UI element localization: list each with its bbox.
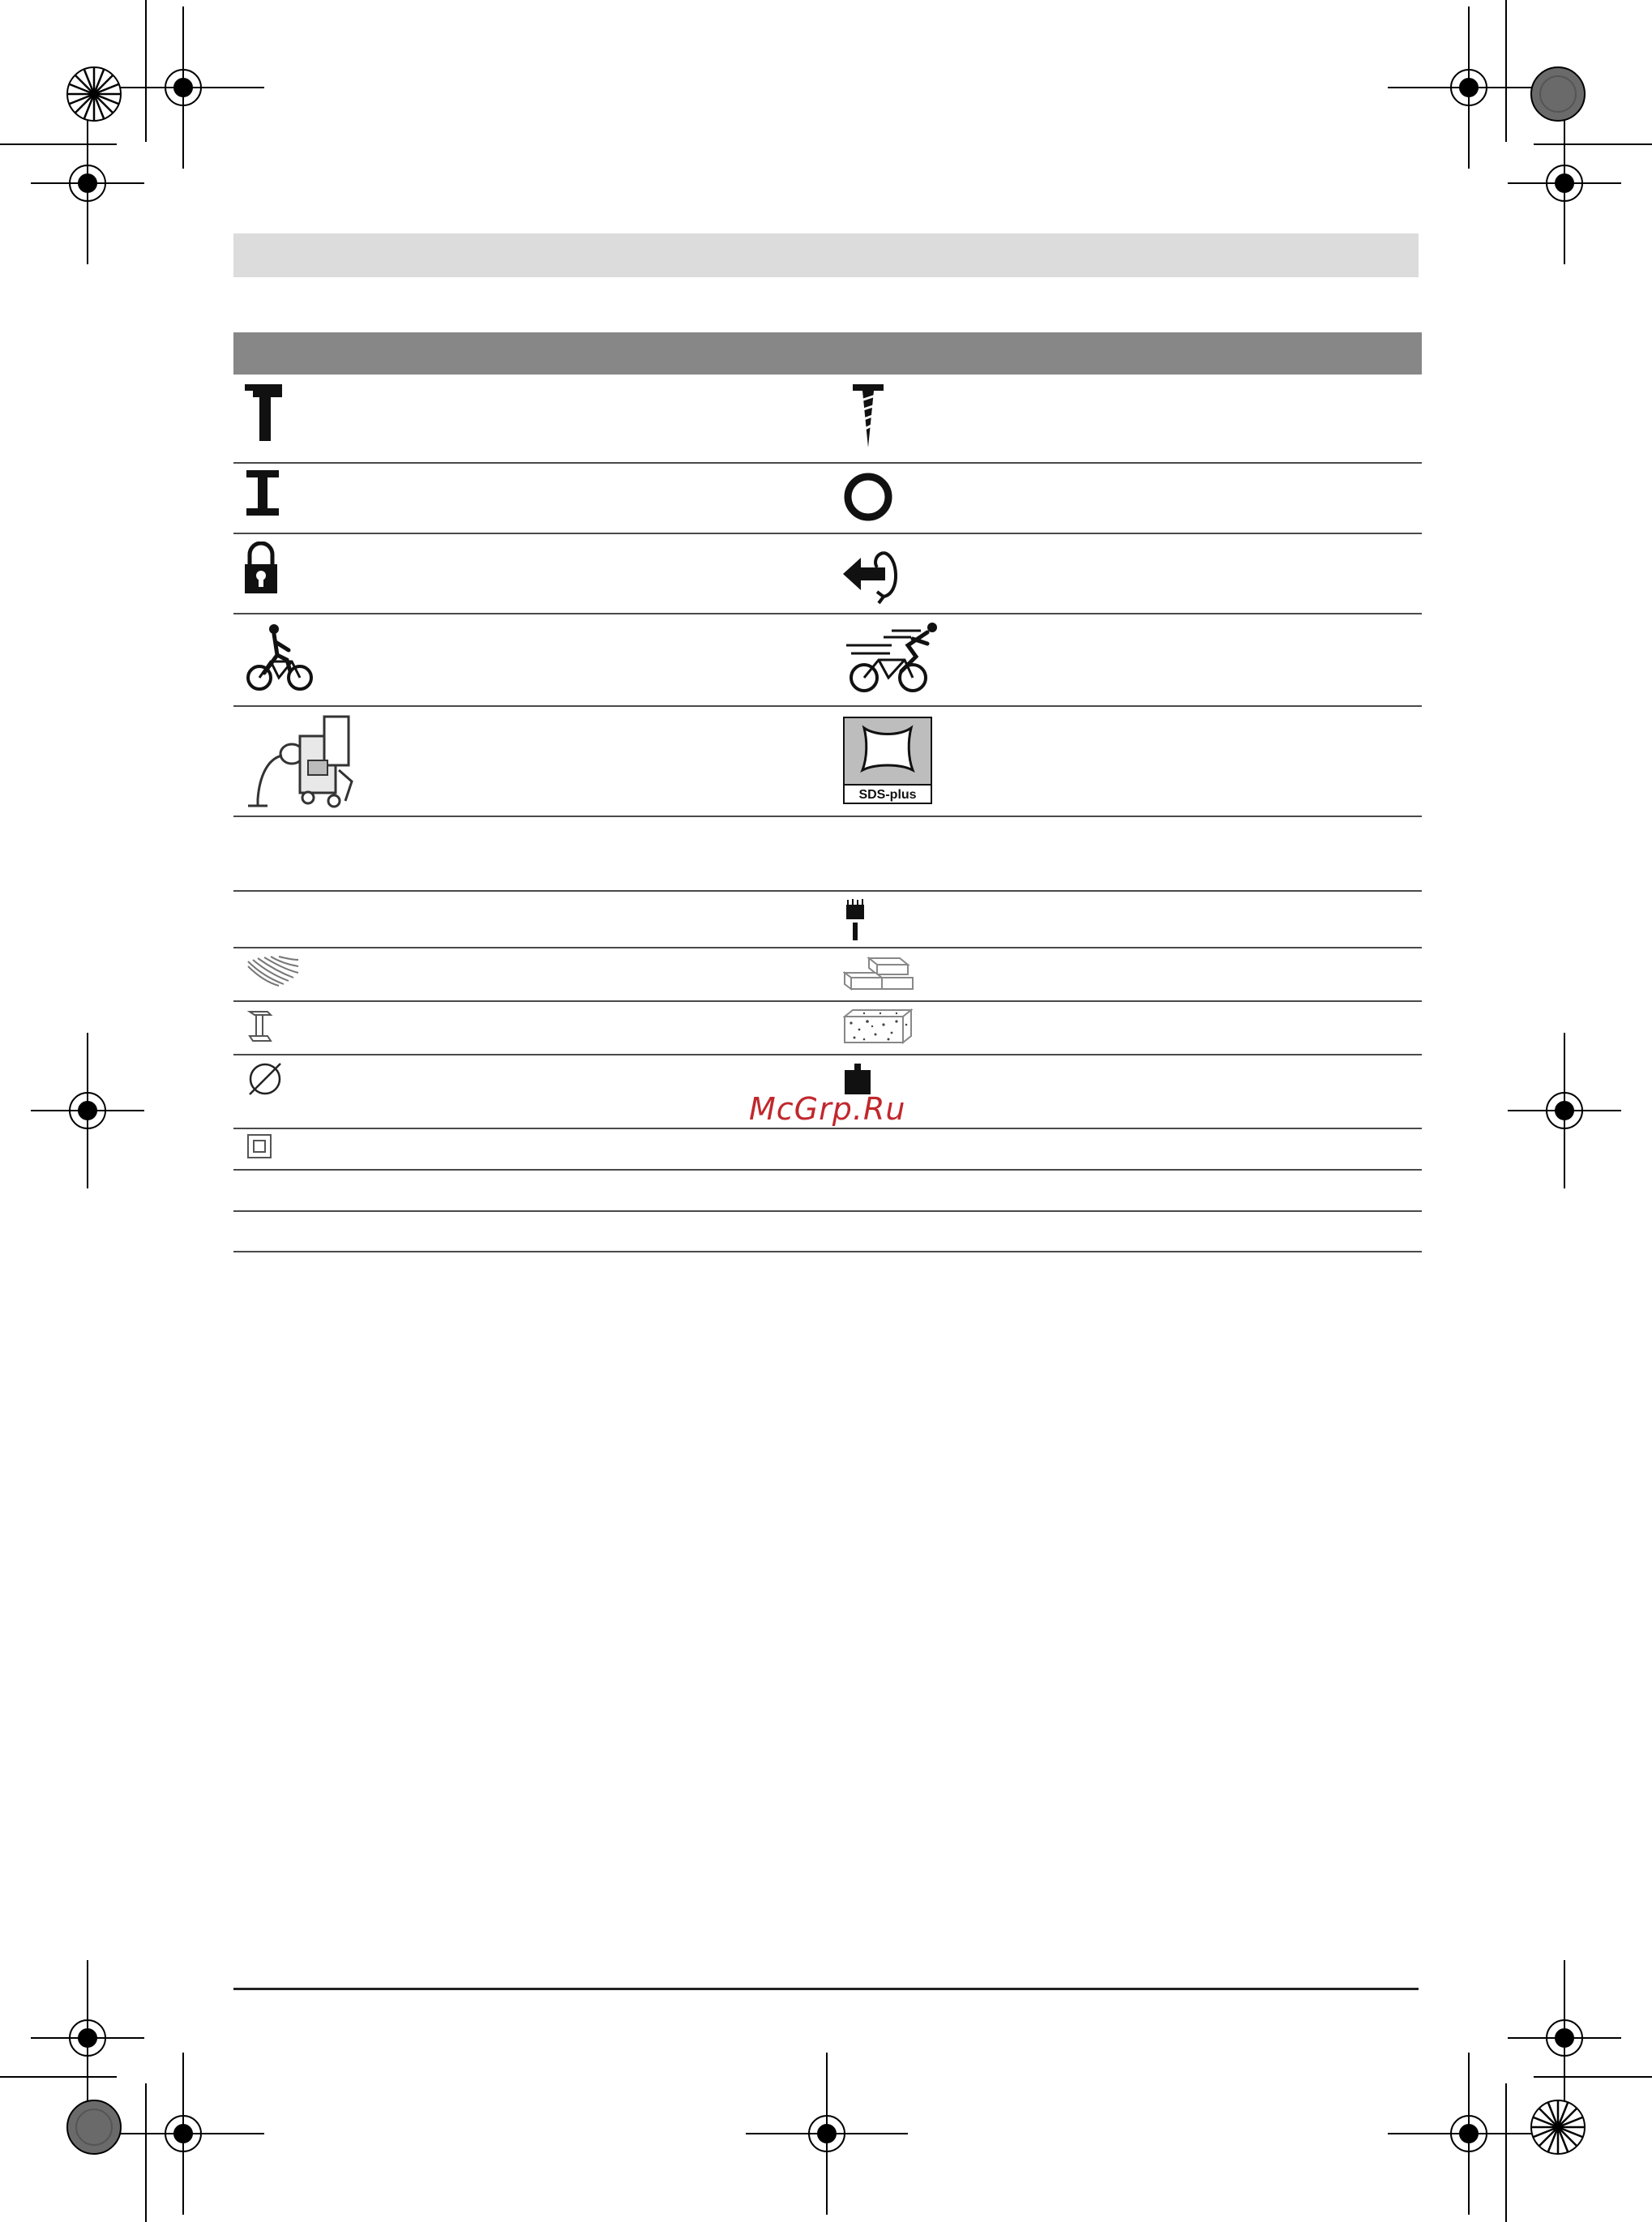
- watermark-text: McGrp.Ru: [749, 1091, 906, 1127]
- table-header-bar: [233, 332, 1422, 375]
- row-divider: [233, 705, 1422, 707]
- footer-rule: [233, 1988, 1419, 1990]
- brick-icon: [843, 955, 916, 992]
- row-divider: [233, 1000, 1422, 1002]
- sds-plus-icon: [843, 717, 932, 804]
- row-divider: [233, 890, 1422, 892]
- concrete-icon: [843, 1008, 913, 1044]
- row-divider: [233, 1210, 1422, 1212]
- row-divider: [233, 816, 1422, 817]
- header-band: [233, 233, 1419, 277]
- row-divider: [233, 1251, 1422, 1252]
- vacuum-cleaner-icon: [243, 712, 357, 811]
- diameter-icon: [246, 1060, 284, 1098]
- row-divider: [233, 1128, 1422, 1129]
- row-divider: [233, 947, 1422, 948]
- fast-cyclist-icon: [843, 621, 940, 694]
- screwdriving-icon: [851, 383, 885, 449]
- protection-class-icon: [246, 1133, 272, 1159]
- row-divider: [233, 1169, 1422, 1171]
- sds-plus-label: SDS-plus: [858, 788, 917, 802]
- row-divider: [233, 613, 1422, 614]
- padlock-icon: [243, 542, 279, 595]
- slow-cyclist-icon: [246, 623, 315, 692]
- row-divider: [233, 1054, 1422, 1055]
- steel-beam-icon: [246, 1008, 276, 1044]
- hammer-drilling-icon: [243, 383, 285, 443]
- drill-bit-brush-icon: [843, 898, 867, 942]
- rotation-direction-icon: [841, 545, 903, 605]
- chiseling-icon: [245, 469, 280, 517]
- row-divider: [233, 533, 1422, 534]
- circular-ring-icon: [843, 472, 893, 522]
- wood-icon: [246, 955, 300, 987]
- row-divider: [233, 462, 1422, 464]
